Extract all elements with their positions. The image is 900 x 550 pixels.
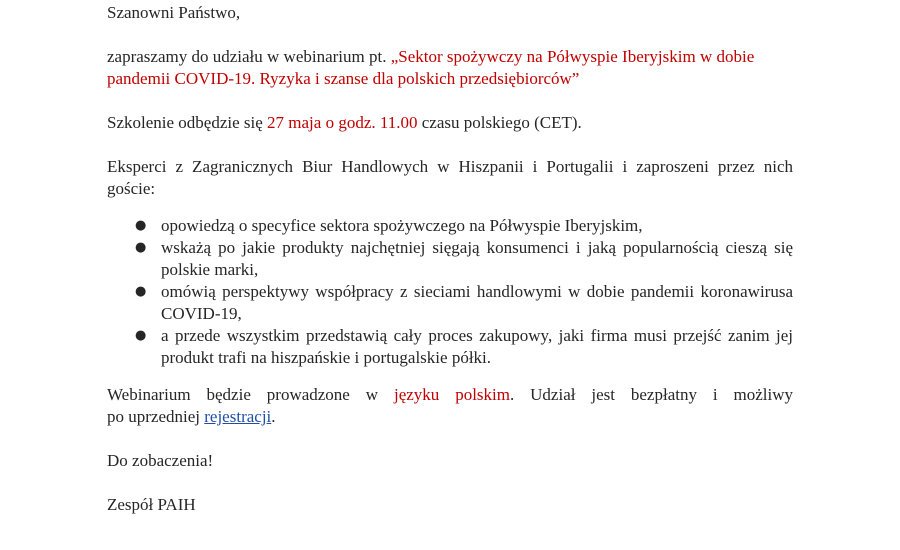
- language-note-prefix: Webinarium będzie prowadzone w: [107, 385, 394, 404]
- greeting: Szanowni Państwo,: [107, 3, 241, 22]
- schedule-line: [107, 112, 582, 134]
- list-item: [135, 237, 793, 281]
- webinar-title-part-1: „Sektor spożywczy na Półwyspie Iberyjskim w dobie: [390, 47, 755, 66]
- bullet-icon: ●: [135, 240, 147, 255]
- schedule-date-time: 27 maja o godz. 11.00: [267, 113, 418, 132]
- list-item: [135, 215, 793, 237]
- language-note-line2-prefix: po uprzedniej: [107, 407, 205, 426]
- experts-line-2: goście:: [107, 179, 156, 198]
- experts-line-1: Eksperci z Zagranicznych Biur Handlowych w Hiszpanii i Portugalii i zaproszeni przez nich: [107, 157, 793, 176]
- language-note-line-1: [107, 384, 793, 406]
- language-highlight: języku polskim: [393, 385, 510, 404]
- language-note-line-2: [107, 406, 276, 428]
- list-item-text: a przede wszystkim przedstawią cały proces zakupowy, jaki firma musi przejść zanim jej produkt trafi na hiszpańskie i portugalskie półki.: [161, 326, 793, 367]
- invitation-line-1: [107, 46, 754, 68]
- schedule-suffix: czasu polskiego (CET).: [417, 113, 582, 132]
- bullet-list: [135, 215, 793, 369]
- farewell: Do zobaczenia!: [107, 451, 214, 470]
- list-item-text: omówią perspektywy współpracy z sieciami handlowymi w dobie pandemii koronawirusa COVID-19,: [161, 282, 793, 323]
- registration-link[interactable]: rejestracji: [204, 407, 272, 426]
- schedule-prefix: Szkolenie odbędzie się: [107, 113, 268, 132]
- list-item: [135, 281, 793, 325]
- bullet-icon: ●: [135, 328, 147, 343]
- bullet-icon: ●: [135, 284, 147, 299]
- language-note-line2-suffix: .: [271, 407, 276, 426]
- invitation-prefix: zapraszamy do udziału w webinarium pt.: [107, 47, 391, 66]
- bullet-icon: ●: [135, 218, 147, 233]
- webinar-title-part-2: pandemii COVID-19. Ryzyka i szanse dla polskich przedsiębiorców”: [107, 69, 580, 88]
- list-item: [135, 325, 793, 369]
- list-item-text: opowiedzą o specyfice sektora spożywczego na Półwyspie Iberyjskim,: [161, 216, 643, 235]
- signature: Zespół PAIH: [107, 495, 196, 514]
- language-note-middle: . Udział jest bezpłatny i możliwy: [509, 385, 794, 404]
- list-item-text: wskażą po jakie produkty najchętniej sięgają konsumenci i jaką popularnością cieszą się polskie marki,: [161, 238, 793, 279]
